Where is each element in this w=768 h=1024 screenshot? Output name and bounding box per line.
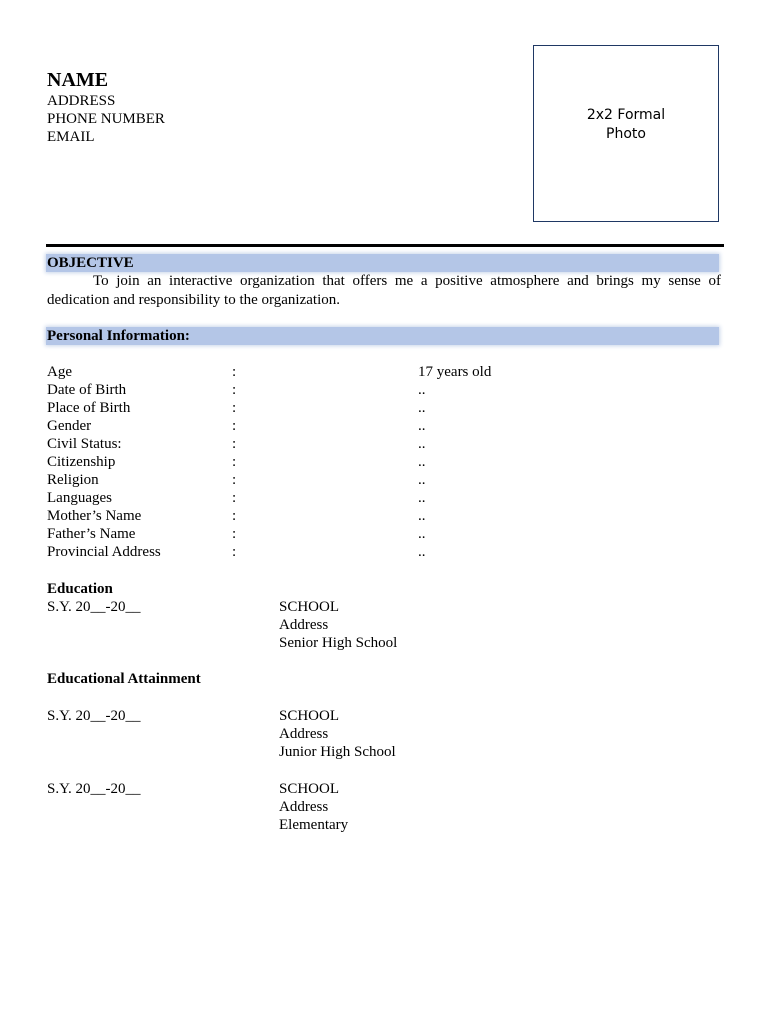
personal-info-colon: : — [232, 400, 237, 416]
attainment-school: SCHOOL — [279, 781, 340, 797]
objective-heading: OBJECTIVE — [46, 254, 719, 272]
personal-info-value: .. — [418, 508, 426, 524]
attainment-level: Junior High School — [279, 744, 396, 760]
education-sy: S.Y. 20__-20__ — [47, 599, 141, 615]
personal-info-label: Citizenship — [47, 454, 116, 470]
personal-info-colon: : — [232, 472, 237, 488]
personal-info-colon: : — [232, 364, 237, 380]
personal-info-value: .. — [418, 418, 426, 434]
personal-info-colon: : — [232, 508, 237, 524]
objective-text: To join an interactive organization that offers me a positive atmosphere and brings my sense of dedication and responsibility to the organization. — [47, 273, 721, 308]
personal-info-label: Father’s Name — [47, 526, 136, 542]
education-heading: Education — [47, 581, 113, 597]
personal-info-value: 17 years old — [418, 364, 492, 380]
personal-info-label: Date of Birth — [47, 382, 127, 398]
applicant-name: NAME — [47, 69, 109, 91]
personal-info-value: .. — [418, 382, 426, 398]
personal-info-colon: : — [232, 454, 237, 470]
personal-info-value: .. — [418, 526, 426, 542]
personal-info-value: .. — [418, 436, 426, 452]
personal-info-value: .. — [418, 454, 426, 470]
personal-info-colon: : — [232, 544, 237, 560]
personal-info-label: Civil Status: — [47, 436, 122, 452]
personal-info-label: Languages — [47, 490, 112, 506]
personal-info-label: Gender — [47, 418, 92, 434]
personal-info-value: .. — [418, 544, 426, 560]
personal-info-colon: : — [232, 526, 237, 542]
attainment-heading: Educational Attainment — [47, 671, 201, 687]
education-school: SCHOOL — [279, 599, 340, 615]
attainment-school: SCHOOL — [279, 708, 340, 724]
personal-info-label: Religion — [47, 472, 99, 488]
personal-info-colon: : — [232, 418, 237, 434]
education-address: Address — [279, 617, 329, 633]
personal-info-colon: : — [232, 436, 237, 452]
personal-info-value: .. — [418, 490, 426, 506]
personal-info-label: Mother’s Name — [47, 508, 142, 524]
attainment-level: Elementary — [279, 817, 349, 833]
personal-info-value: .. — [418, 400, 426, 416]
attainment-address: Address — [279, 726, 329, 742]
email-line: EMAIL — [47, 129, 95, 145]
personal-info-label: Provincial Address — [47, 544, 161, 560]
education-level: Senior High School — [279, 635, 398, 651]
photo-label: 2x2 Formal Photo — [586, 106, 666, 142]
header-divider — [46, 244, 724, 247]
address-line: ADDRESS — [47, 93, 116, 109]
personal-info-value: .. — [418, 472, 426, 488]
attainment-sy: S.Y. 20__-20__ — [47, 781, 141, 797]
attainment-sy: S.Y. 20__-20__ — [47, 708, 141, 724]
personal-info-colon: : — [232, 490, 237, 506]
personal-info-label: Age — [47, 364, 72, 380]
personal-info-colon: : — [232, 382, 237, 398]
personal-info-label: Place of Birth — [47, 400, 131, 416]
photo-placeholder — [533, 45, 719, 222]
phone-line: PHONE NUMBER — [47, 111, 165, 127]
attainment-address: Address — [279, 799, 329, 815]
personal-info-heading: Personal Information: — [46, 327, 719, 345]
